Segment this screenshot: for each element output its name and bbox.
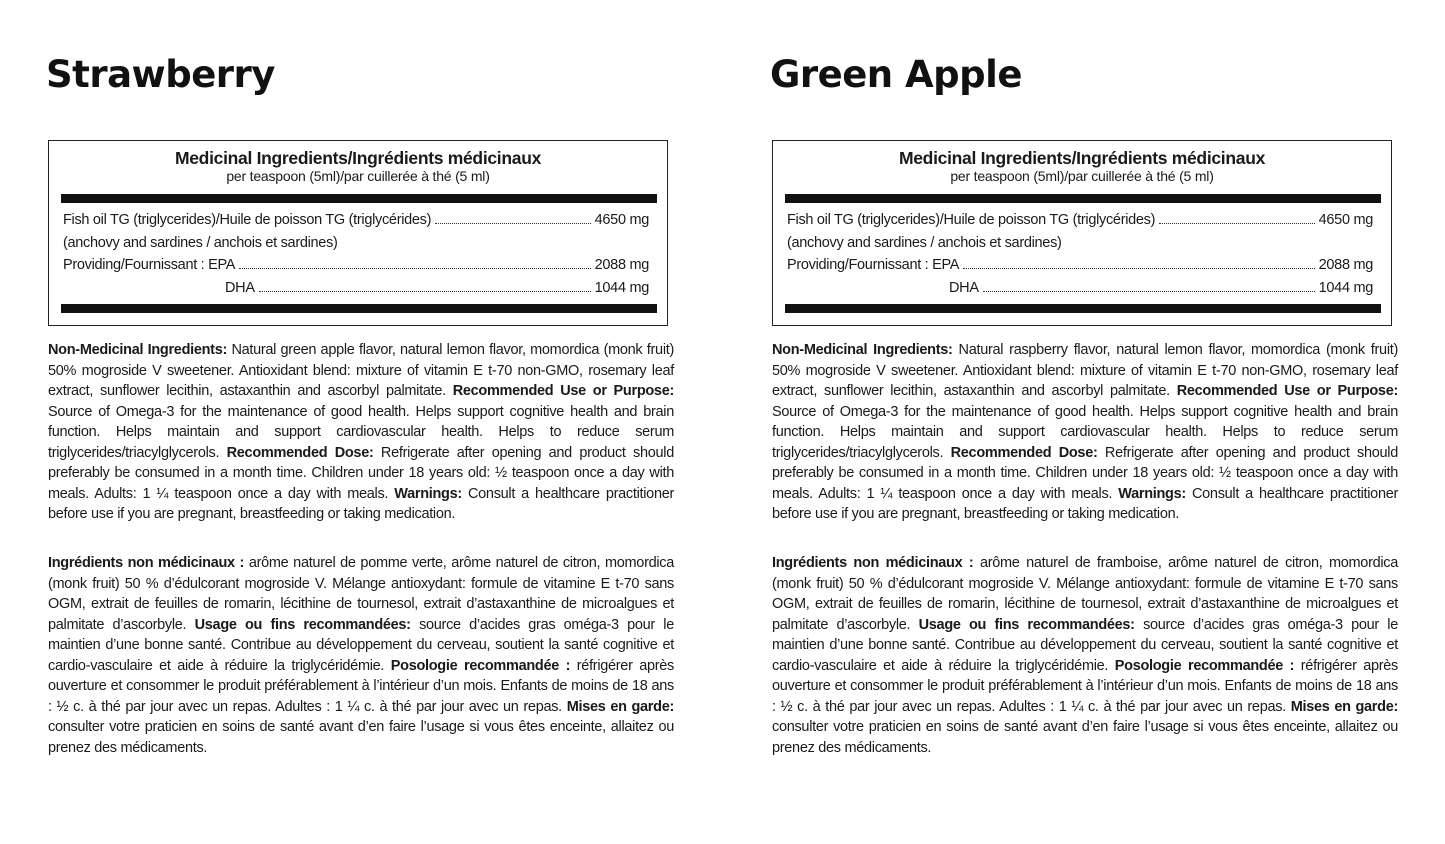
panel-subheading: per teaspoon (5ml)/par cuillerée à thé (5 ml) bbox=[226, 168, 490, 184]
dose-text: Refrigerate after opening and product should preferably be consumed in a month time. Children under 18 years old: ½ teaspoon once a day with meals. Adults: 1 ¼ teaspoon once a day with meals. bbox=[48, 444, 674, 502]
epa-amount: 2088 mg bbox=[1318, 257, 1373, 273]
use-text-fr: source d’acides gras oméga-3 pour le maintien d’une bonne santé. Contribue au développement du cerveau, soutient la santé cognitive et cardio-vasculaire et aide à réduire la triglycéridémie. bbox=[48, 616, 674, 674]
dose-label: Recommended Dose: bbox=[226, 444, 374, 461]
panel-heading: Medicinal Ingredients/Ingrédients médicinaux bbox=[898, 148, 1266, 168]
panel-subheading: per teaspoon (5ml)/par cuillerée à thé (5 ml) bbox=[950, 168, 1214, 184]
use-label: Recommended Use or Purpose: bbox=[1176, 383, 1398, 399]
use-label-fr: Usage ou fins recommandées: bbox=[918, 616, 1135, 633]
use-text: Source of Omega-3 for the maintenance of good health. Helps support cognitive health and brain function. Helps maintain and support cardiovascular health. Helps to reduce serum triglycerides/triacylglycerols. bbox=[48, 403, 674, 461]
ingredient-rows bbox=[787, 209, 1373, 299]
dose-label: Recommended Dose: bbox=[950, 444, 1098, 461]
use-text-fr: source d’acides gras oméga-3 pour le maintien d’une bonne santé. Contribue au développement du cerveau, soutient la santé cognitive et cardio-vasculaire et aide à réduire la triglycéridémie. bbox=[772, 616, 1398, 674]
providing-label: Providing/Fournissant : EPA bbox=[787, 257, 960, 273]
source-note: (anchovy and sardines / anchois et sardines) bbox=[787, 234, 1062, 251]
french-label-text bbox=[48, 553, 674, 758]
dose-text: Refrigerate after opening and product should preferably be consumed in a month time. Children under 18 years old: ½ teaspoon once a day with meals. Adults: 1 ¼ teaspoon once a day with meals. bbox=[772, 444, 1398, 502]
use-label-fr: Usage ou fins recommandées: bbox=[194, 616, 411, 633]
dot-leader bbox=[239, 267, 590, 269]
fish-oil-label: Fish oil TG (triglycerides)/Huile de poisson TG (triglycérides) bbox=[63, 212, 432, 228]
dose-text-fr: réfrigérer après ouverture et consommer le produit préférablement à l’intérieur d’un mois. Enfants de moins de 18 ans : ½ c. à thé par jour avec un repas. Adultes : 1 ¼ c. à thé par jour avec un repas. bbox=[48, 657, 674, 715]
panel-divider-bottom bbox=[785, 304, 1381, 313]
warnings-text-fr: consulter votre praticien en soins de santé avant d’en faire l’usage si vous êtes enceinte, allaitez ou prenez des médicaments. bbox=[48, 719, 674, 756]
nmi-label: Non-Medicinal Ingredients: bbox=[48, 342, 228, 358]
panel-heading: Medicinal Ingredients/Ingrédients médicinaux bbox=[174, 148, 542, 168]
warnings-text: Consult a healthcare practitioner before use if you are pregnant, breastfeeding or taking medication. bbox=[48, 485, 674, 522]
english-label-text bbox=[48, 340, 674, 525]
medicinal-ingredients-panel bbox=[48, 140, 668, 326]
source-note: (anchovy and sardines / anchois et sardines) bbox=[63, 234, 338, 251]
dot-leader bbox=[259, 290, 591, 292]
epa-amount: 2088 mg bbox=[594, 257, 649, 273]
source-note-row bbox=[63, 232, 649, 255]
nmi-label-fr: Ingrédients non médicinaux : bbox=[48, 555, 245, 571]
epa-row bbox=[63, 254, 649, 277]
panel-divider-top bbox=[61, 194, 657, 203]
nmi-label: Non-Medicinal Ingredients: bbox=[772, 342, 953, 358]
flavor-title: Strawberry bbox=[46, 53, 275, 96]
nmi-label-fr: Ingrédients non médicinaux : bbox=[772, 555, 974, 571]
dose-text-fr: réfrigérer après ouverture et consommer le produit préférablement à l’intérieur d’un mois. Enfants de moins de 18 ans : ½ c. à thé par jour avec un repas. Adultes : 1 ¼ c. à thé par jour avec un repas. bbox=[772, 657, 1398, 715]
nmi-text-fr: arôme naturel de framboise, arôme naturel de citron, momordica (monk fruit) 50 % d’édulcorant mogroside V. Mélange antioxydant: formule de vitamine E t-70 sans OGM, extrait de feuilles de romarin, lécithine de tournesol, extrait d’astaxanthine de microalgues et palmitate d’ascorbyle. bbox=[772, 555, 1398, 633]
dha-amount: 1044 mg bbox=[1318, 279, 1373, 296]
fish-oil-amount: 4650 mg bbox=[594, 212, 649, 228]
warnings-text: Consult a healthcare practitioner before use if you are pregnant, breastfeeding or taking medication. bbox=[772, 485, 1398, 522]
dot-leader bbox=[963, 267, 1314, 269]
dha-amount: 1044 mg bbox=[594, 279, 649, 296]
providing-label: Providing/Fournissant : EPA bbox=[63, 257, 236, 273]
flavor-title: Green Apple bbox=[770, 53, 1022, 96]
french-label-text bbox=[772, 553, 1398, 758]
warnings-text-fr: consulter votre praticien en soins de santé avant d’en faire l’usage si vous êtes enceinte, allaitez ou prenez des médicaments. bbox=[772, 719, 1398, 756]
epa-row bbox=[787, 254, 1373, 277]
panel-divider-top bbox=[785, 194, 1381, 203]
dha-row bbox=[63, 277, 649, 300]
medicinal-ingredients-panel bbox=[772, 140, 1392, 326]
dha-label: DHA bbox=[225, 279, 255, 296]
dot-leader bbox=[1159, 222, 1315, 224]
fish-oil-row bbox=[787, 209, 1373, 232]
dose-label-fr: Posologie recommandée : bbox=[390, 657, 571, 674]
source-note-row bbox=[787, 232, 1373, 255]
warnings-label: Warnings: bbox=[394, 485, 462, 502]
english-label-text bbox=[772, 340, 1398, 525]
dot-leader bbox=[983, 290, 1315, 292]
dha-label: DHA bbox=[949, 279, 979, 296]
dha-row bbox=[787, 277, 1373, 300]
fish-oil-amount: 4650 mg bbox=[1318, 212, 1373, 228]
use-label: Recommended Use or Purpose: bbox=[452, 383, 674, 399]
nmi-text: Natural green apple flavor, natural lemon flavor, momordica (monk fruit) 50% mogroside V sweetener. Antioxidant blend: mixture of vitamin E t-70 non-GMO, rosemary leaf extract, sunflower lecithin, astaxanthin and ascorbyl palmitate. bbox=[48, 342, 674, 399]
fish-oil-row bbox=[63, 209, 649, 232]
warnings-label: Warnings: bbox=[1118, 485, 1186, 502]
dose-label-fr: Posologie recommandée : bbox=[1114, 657, 1295, 674]
warnings-label-fr: Mises en garde: bbox=[1290, 698, 1398, 715]
ingredient-rows bbox=[63, 209, 649, 299]
nmi-text-fr: arôme naturel de pomme verte, arôme naturel de citron, momordica (monk fruit) 50 % d’édulcorant mogroside V. Mélange antioxydant: formule de vitamine E t-70 sans OGM, extrait de feuilles de romarin, lécithine de tournesol, extrait d’astaxanthine de microalgues et palmitate d’ascorbyle. bbox=[48, 555, 674, 633]
panel-divider-bottom bbox=[61, 304, 657, 313]
nmi-text: Natural raspberry flavor, natural lemon flavor, momordica (monk fruit) 50% mogroside V sweetener. Antioxidant blend: mixture of vitamin E t-70 non-GMO, rosemary leaf extract, sunflower lecithin, astaxanthin and ascorbyl palmitate. bbox=[772, 342, 1398, 399]
use-text: Source of Omega-3 for the maintenance of good health. Helps support cognitive health and brain function. Helps maintain and support cardiovascular health. Helps to reduce serum triglycerides/triacylglycerols. bbox=[772, 403, 1398, 461]
fish-oil-label: Fish oil TG (triglycerides)/Huile de poisson TG (triglycérides) bbox=[787, 212, 1156, 228]
dot-leader bbox=[435, 222, 591, 224]
warnings-label-fr: Mises en garde: bbox=[566, 698, 674, 715]
